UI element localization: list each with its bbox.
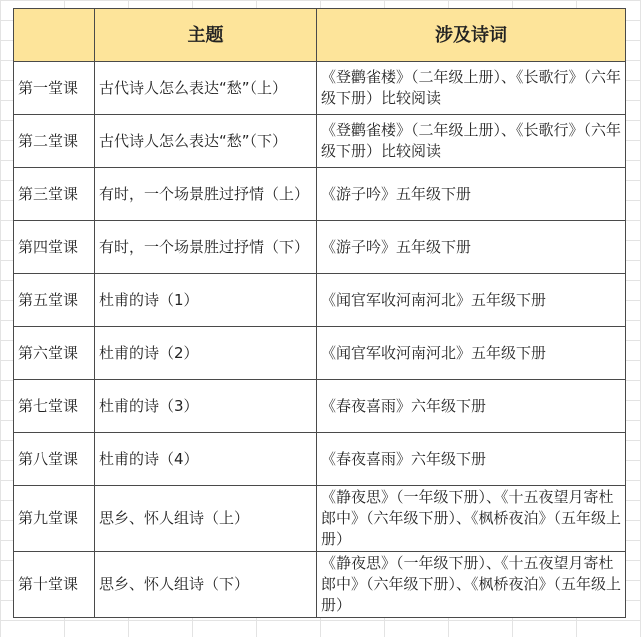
poems-cell[interactable]: 《游子吟》五年级下册 bbox=[317, 221, 626, 274]
poems-cell[interactable]: 《春夜喜雨》六年级下册 bbox=[317, 433, 626, 486]
table-row bbox=[14, 486, 626, 552]
topic-cell[interactable]: 杜甫的诗（4） bbox=[95, 433, 317, 486]
lesson-cell[interactable]: 第七堂课 bbox=[14, 380, 95, 433]
topic-cell[interactable]: 杜甫的诗（3） bbox=[95, 380, 317, 433]
poems-cell[interactable]: 《游子吟》五年级下册 bbox=[317, 168, 626, 221]
header-cell-poems[interactable]: 涉及诗词 bbox=[317, 9, 626, 62]
header-row bbox=[14, 9, 626, 62]
table-row bbox=[14, 115, 626, 168]
topic-cell[interactable]: 思乡、怀人组诗（上） bbox=[95, 486, 317, 552]
table-row bbox=[14, 168, 626, 221]
poems-cell[interactable]: 《闻官军收河南河北》五年级下册 bbox=[317, 274, 626, 327]
table-row bbox=[14, 274, 626, 327]
poems-cell[interactable]: 《春夜喜雨》六年级下册 bbox=[317, 380, 626, 433]
topic-cell[interactable]: 古代诗人怎么表达“愁”（上） bbox=[95, 62, 317, 115]
lesson-cell[interactable]: 第四堂课 bbox=[14, 221, 95, 274]
poems-cell[interactable]: 《静夜思》（一年级下册）、《十五夜望月寄杜郎中》（六年级下册）、《枫桥夜泊》（五年级上册） bbox=[317, 552, 626, 618]
lesson-cell[interactable]: 第二堂课 bbox=[14, 115, 95, 168]
topic-cell[interactable]: 古代诗人怎么表达“愁”（下） bbox=[95, 115, 317, 168]
topic-cell[interactable]: 有时，一个场景胜过抒情（上） bbox=[95, 168, 317, 221]
table-row bbox=[14, 62, 626, 115]
table-row bbox=[14, 327, 626, 380]
lesson-table bbox=[13, 8, 626, 618]
lesson-cell[interactable]: 第三堂课 bbox=[14, 168, 95, 221]
table-row bbox=[14, 433, 626, 486]
header-cell-topic[interactable]: 主题 bbox=[95, 9, 317, 62]
header-cell-lesson[interactable] bbox=[14, 9, 95, 62]
poems-cell[interactable]: 《闻官军收河南河北》五年级下册 bbox=[317, 327, 626, 380]
lesson-cell[interactable]: 第五堂课 bbox=[14, 274, 95, 327]
topic-cell[interactable]: 有时，一个场景胜过抒情（下） bbox=[95, 221, 317, 274]
topic-cell[interactable]: 杜甫的诗（2） bbox=[95, 327, 317, 380]
topic-cell[interactable]: 杜甫的诗（1） bbox=[95, 274, 317, 327]
table-row bbox=[14, 380, 626, 433]
table-row bbox=[14, 552, 626, 618]
table-row bbox=[14, 221, 626, 274]
topic-cell[interactable]: 思乡、怀人组诗（下） bbox=[95, 552, 317, 618]
lesson-cell[interactable]: 第九堂课 bbox=[14, 486, 95, 552]
lesson-cell[interactable]: 第一堂课 bbox=[14, 62, 95, 115]
lesson-cell[interactable]: 第六堂课 bbox=[14, 327, 95, 380]
lesson-cell[interactable]: 第八堂课 bbox=[14, 433, 95, 486]
poems-cell[interactable]: 《静夜思》（一年级下册）、《十五夜望月寄杜郎中》（六年级下册）、《枫桥夜泊》（五年级上册） bbox=[317, 486, 626, 552]
poems-cell[interactable]: 《登鹳雀楼》（二年级上册）、《长歌行》（六年级下册）比较阅读 bbox=[317, 62, 626, 115]
poems-cell[interactable]: 《登鹳雀楼》（二年级上册）、《长歌行》（六年级下册）比较阅读 bbox=[317, 115, 626, 168]
lesson-cell[interactable]: 第十堂课 bbox=[14, 552, 95, 618]
